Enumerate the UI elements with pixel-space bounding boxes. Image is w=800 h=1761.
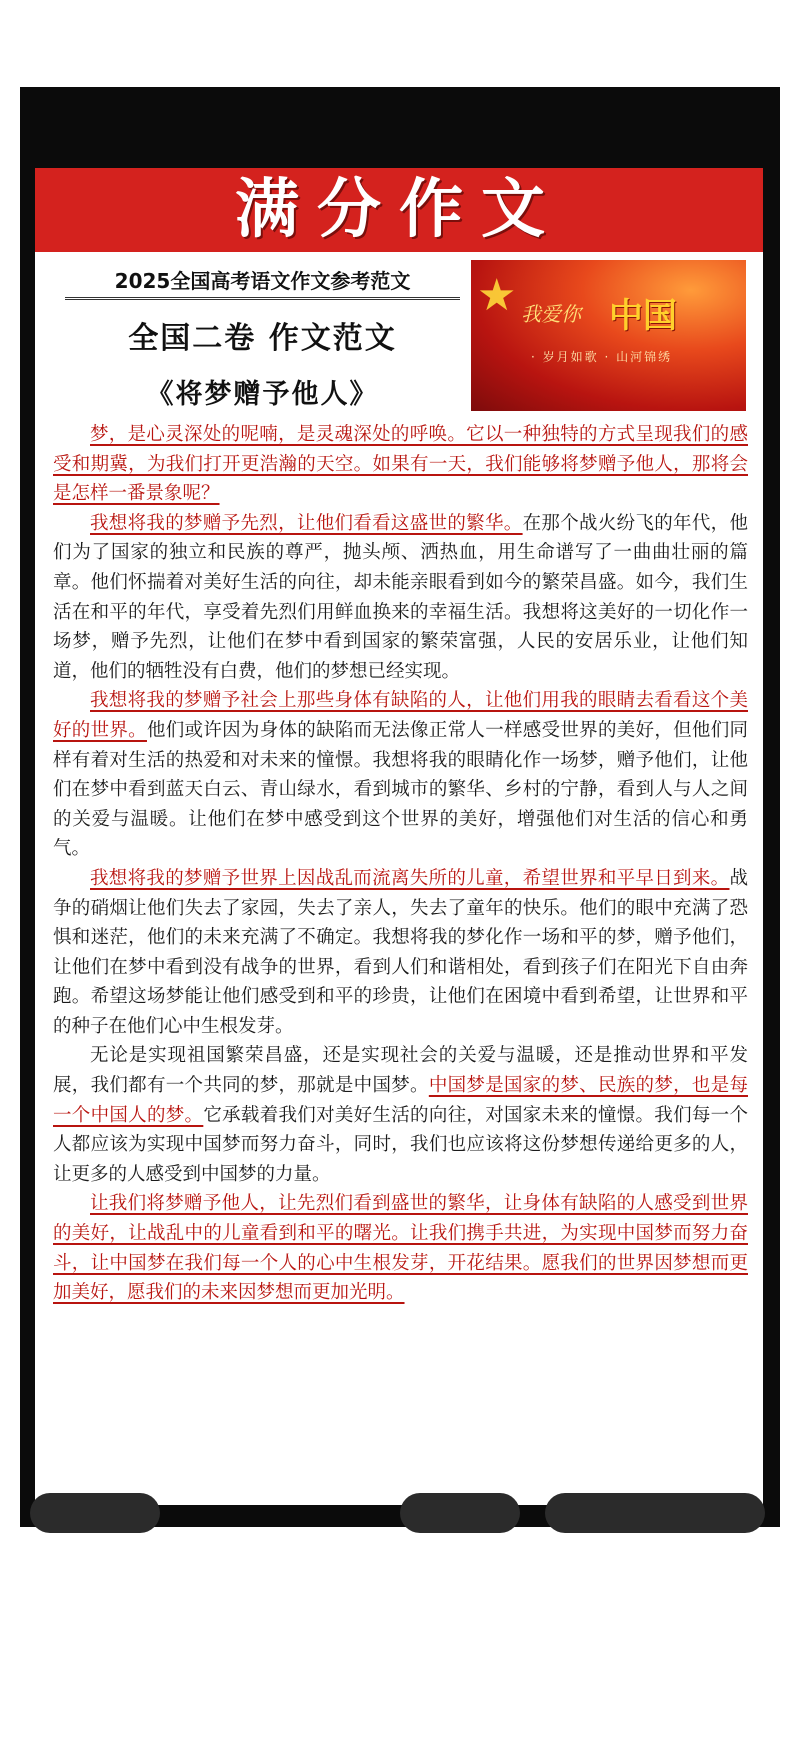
highlight-text: 我想将我的梦赠予世界上因战乱而流离失所的儿童，希望世界和平早日到来。 xyxy=(90,867,730,889)
bottom-button-left[interactable] xyxy=(30,1493,160,1533)
bottom-button-middle[interactable] xyxy=(400,1493,520,1533)
paragraph-3 xyxy=(53,686,748,864)
plain-text: 它承载着我们对美好生活的向往，对国家未来的憧憬。我们每一个人都应该为实现中国梦而努力奋斗，同时，我们也应该将这份梦想传递给更多的人，让更多的人感受到中国梦的力量。 xyxy=(53,1104,748,1185)
hero-china: 中国 xyxy=(609,296,677,336)
hero-image xyxy=(471,260,746,411)
highlight-text: 我想将我的梦赠予社会上那些身体有缺陷的人，让他们用我的眼睛去看看这个美好的世界。 xyxy=(53,690,748,741)
plain-text: 战争的硝烟让他们失去了家园，失去了亲人，失去了童年的快乐。他们的眼中充满了恐惧和迷茫，他们的未来充满了不确定。我想将我的梦化作一场和平的梦，赠予他们，让他们在梦中看到没有战争的世界，看到人们和谐相处，看到孩子们在阳光下自由奔跑。希望这场梦能让他们感受到和平的珍贵，让他们在困境中看到希望，让世界和平的种子在他们心中生根发芽。 xyxy=(53,867,748,1037)
hero-tagline: · 岁月如歌 · 山河锦绣 xyxy=(531,350,673,364)
paragraph-6 xyxy=(53,1189,748,1307)
essay-body xyxy=(53,420,748,1308)
essay-page xyxy=(35,168,763,1505)
paragraph-2 xyxy=(53,509,748,687)
plain-text: 无论是实现祖国繁荣昌盛，还是实现社会的关爱与温暖，还是推动世界和平发展，我们都有一个共同的梦，那就是中国梦。 xyxy=(53,1045,748,1097)
paragraph-5 xyxy=(53,1041,748,1189)
highlight-text: 让我们将梦赠予他人，让先烈们看到盛世的繁华，让身体有缺陷的人感受到世界的美好，让战乱中的儿童看到和平的曙光。让我们携手共进，为实现中国梦而努力奋斗，让中国梦在我们每一个人的心中生根发芽，开花结果。愿我们的世界因梦想而更加美好，愿我们的未来因梦想而更加光明。 xyxy=(53,1193,748,1304)
bottom-button-right[interactable] xyxy=(545,1493,765,1533)
flag-star-icon: ★ xyxy=(477,270,517,321)
kicker-line: 2025全国高考语文作文参考范文 xyxy=(65,265,460,300)
plain-text: 在那个战火纷飞的年代，他们为了国家的独立和民族的尊严，抛头颅、洒热血，用生命谱写了一曲曲壮丽的篇章。他们怀揣着对美好生活的向往，却未能亲眼看到如今的繁荣昌盛。如今，我们生活在和平的年代，享受着先烈们用鲜血换来的幸福生活。我想将这美好的一切化作一场梦，赠予先烈，让他们在梦中看到国家的繁荣富强，人民的安居乐业，让他们知道，他们的牺牲没有白费，他们的梦想已经实现。 xyxy=(53,512,748,682)
highlight-text: 我想将我的梦赠予先烈，让他们看看这盛世的繁华。 xyxy=(90,512,523,534)
highlight-text: 中国梦是国家的梦、民族的梦，也是每一个中国人的梦。 xyxy=(53,1075,748,1126)
banner-title: 满分作文 xyxy=(35,168,763,252)
paragraph-4 xyxy=(53,864,748,1042)
plain-text: 他们或许因为身体的缺陷而无法像正常人一样感受世界的美好，但他们同样有着对生活的热爱和对未来的憧憬。我想将我的眼睛化作一场梦，赠予他们，让他们在梦中看到蓝天白云、青山绿水，看到城市的繁华、乡村的宁静，看到人与人之间的关爱与温暖。让他们在梦中感受到这个世界的美好，增强他们对生活的信心和勇气。 xyxy=(53,719,748,860)
subhead: 全国二卷 作文范文 xyxy=(128,321,397,356)
paragraph-1 xyxy=(53,420,748,509)
essay-title: 《将梦赠予他人》 xyxy=(146,379,379,410)
hero-slogan: 我爱你 xyxy=(521,302,581,326)
highlight-text: 梦，是心灵深处的呢喃，是灵魂深处的呼唤。它以一种独特的方式呈现我们的感受和期冀，为我们打开更浩瀚的天空。如果有一天，我们能够将梦赠予他人，那将会是怎样一番景象呢？ xyxy=(53,424,748,505)
